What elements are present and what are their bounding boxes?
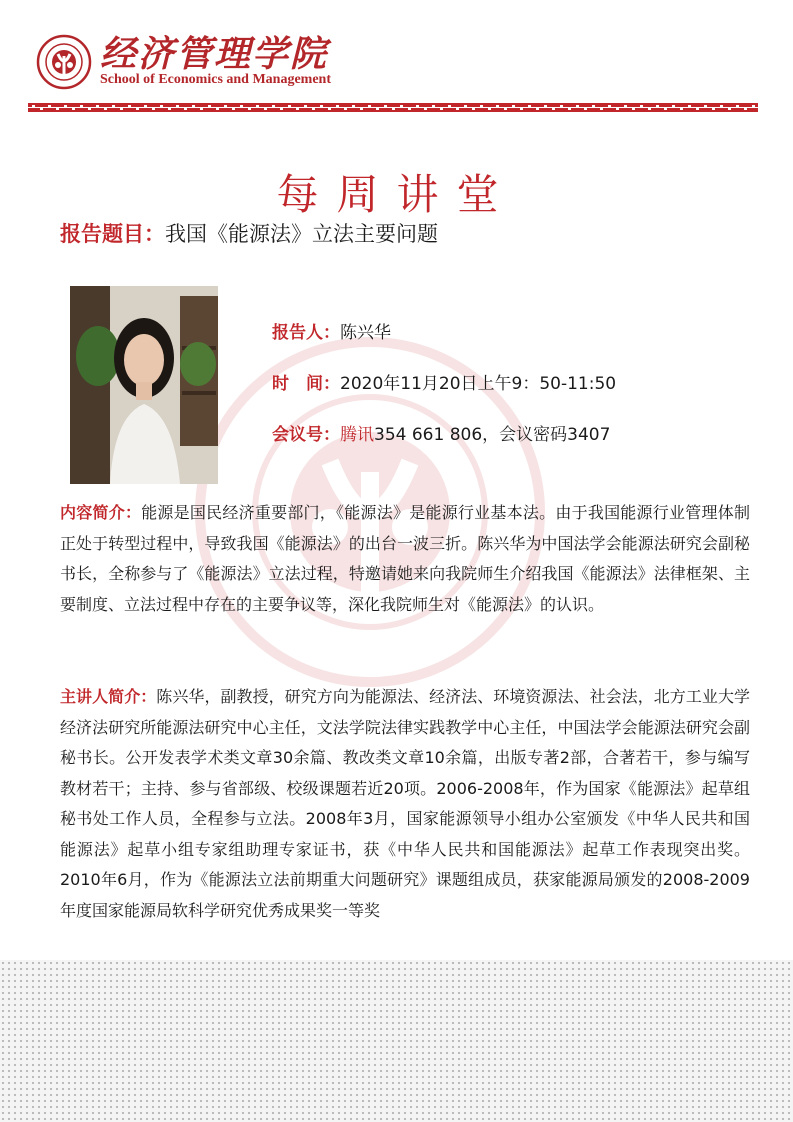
school-name-cn: 经济管理学院 — [100, 33, 329, 75]
meeting-label: 会议号： — [272, 425, 340, 445]
meeting-row — [272, 420, 610, 445]
content-intro — [60, 498, 750, 620]
speaker-intro — [60, 682, 750, 926]
report-topic — [60, 218, 438, 248]
university-seal-logo — [36, 34, 92, 90]
dotted-overlay — [0, 960, 793, 1122]
meeting-platform: 腾讯 — [340, 425, 374, 445]
speaker-label: 报告人： — [272, 323, 340, 343]
speaker-row — [272, 318, 391, 343]
speaker-photo — [70, 286, 218, 484]
content-intro-label: 内容简介： — [60, 503, 142, 522]
time-row — [272, 369, 616, 394]
content-intro-text: 能源是国民经济重要部门，《能源法》是能源行业基本法。由于我国能源行业管理体制正处于转型过程中，导致我国《能源法》的出台一波三折。陈兴华为中国法学会能源法研究会副秘书长，全称参与了《能源法》立法过程，特邀请她来向我院师生介绍我国《能源法》法律框架、主要制度、立法过程中存在的主要争议等，深化我院师生对《能源法》的认识。 — [60, 503, 750, 614]
speaker-intro-label: 主讲人简介： — [60, 687, 157, 706]
topic-value: 我国《能源法》立法主要问题 — [165, 222, 438, 246]
time-value: 2020年11月20日上午9：50-11:50 — [340, 374, 617, 394]
speaker-name: 陈兴华 — [340, 323, 391, 343]
meeting-value: 354 661 806，会议密码3407 — [374, 425, 611, 445]
page-title: 每周讲堂 — [276, 170, 517, 220]
time-label: 时 间： — [272, 374, 340, 394]
decorative-border-rule — [28, 103, 758, 112]
speaker-intro-text: 陈兴华，副教授，研究方向为能源法、经济法、环境资源法、社会法，北方工业大学经济法研究所能源法研究中心主任，文法学院法律实践教学中心主任，中国法学会能源法研究会副秘书长。公开发表学术类文章30余篇、教改类文章10余篇，出版专著2部，合著若干，参与编写教材若干；主持、参与省部级、校级课题若近20项。2006-2008年，作为国家《能源法》起草组秘书处工作人员，全程参与立法。2008年3月，国家能源领导小组办公室颁发《中华人民共和国能源法》起草小组专家组助理专家证书，获《中华人民共和国能源法》起草工作表现突出奖。2010年6月，作为《能源法立法前期重大问题研究》课题组成员，获家能源局颁发的2008-2009年度国家能源局软科学研究优秀成果奖一等奖 — [60, 687, 750, 920]
topic-label: 报告题目： — [60, 222, 165, 246]
school-name-en: School of Economics and Management — [100, 72, 331, 87]
